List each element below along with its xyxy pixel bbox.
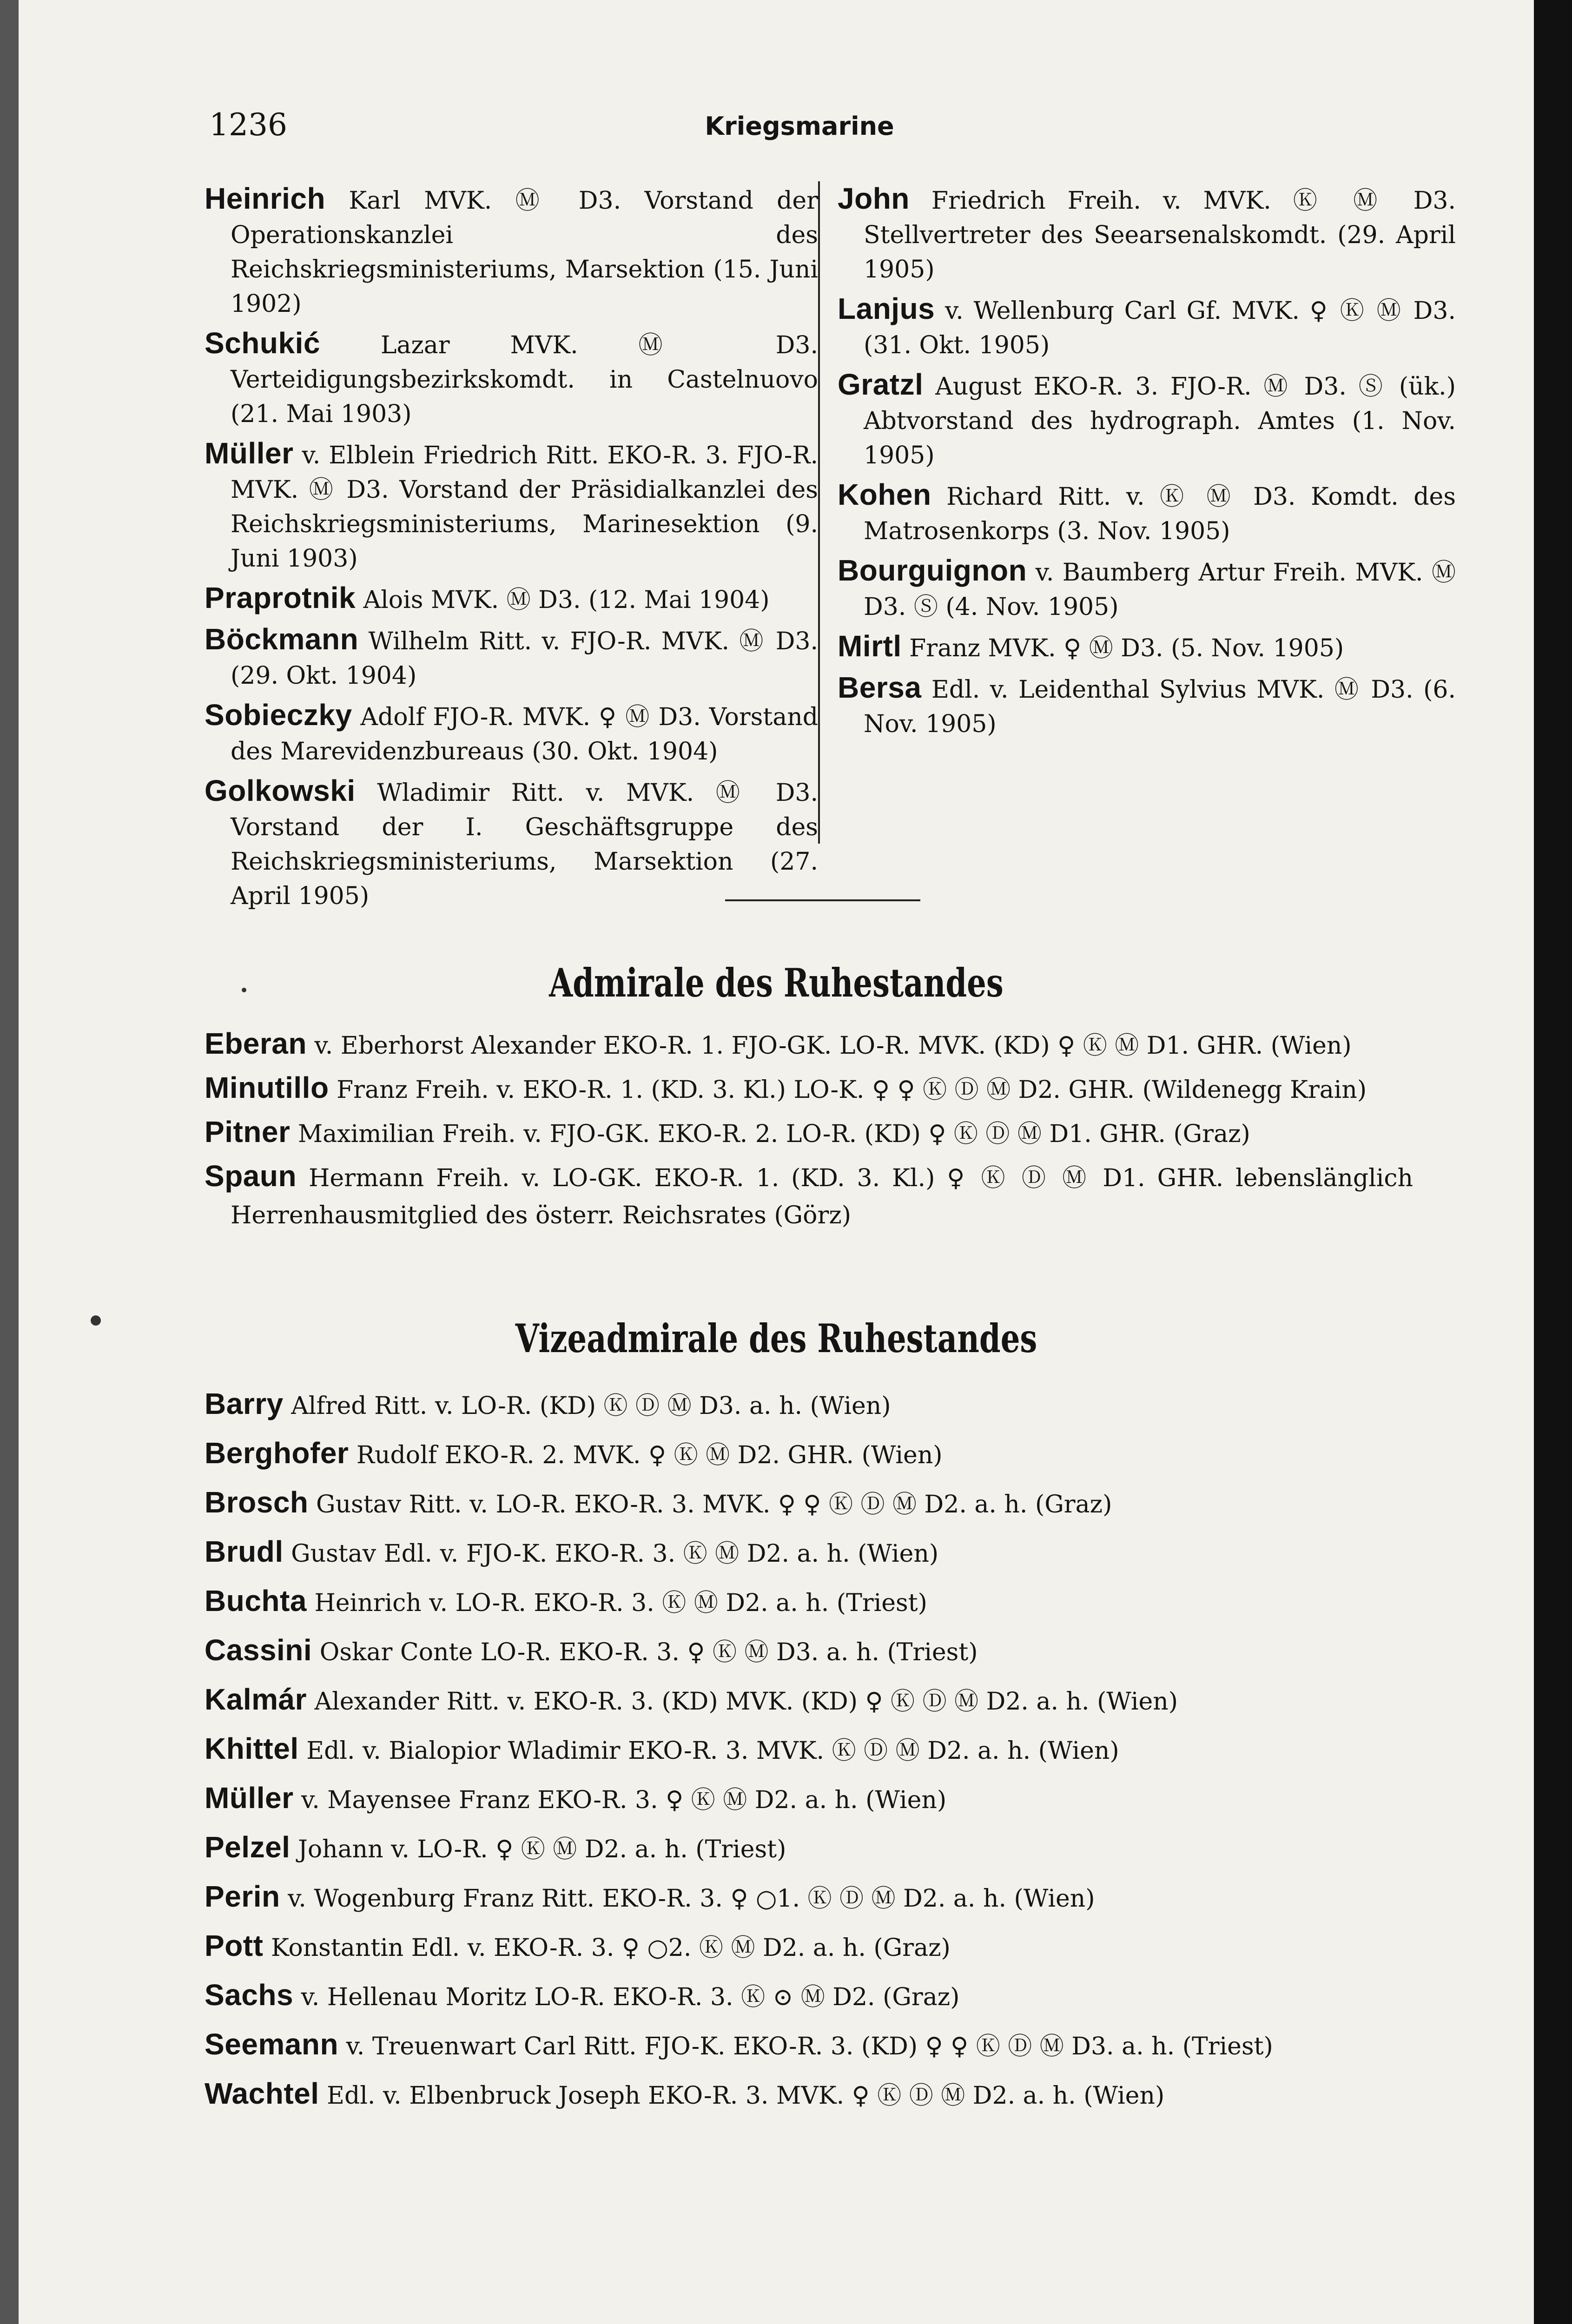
running-head: Kriegsmarine xyxy=(705,112,894,141)
list-item: Khittel Edl. v. Bialopior Wladimir EKO-R. 3. MVK. Ⓚ Ⓓ Ⓜ D2. a. h. (Wien) xyxy=(205,1732,1119,1765)
list-item: Kohen Richard Ritt. v. Ⓚ Ⓜ D3. Komdt. des Matrosenkorps (3. Nov. 1905) xyxy=(838,478,1456,545)
vice-admirals-list xyxy=(205,1383,1413,2122)
list-item: Minutillo Franz Freih. v. EKO-R. 1. (KD. 3. Kl.) LO-K. ♀ ♀ Ⓚ Ⓓ Ⓜ D2. GHR. (Wildenegg Krain) xyxy=(205,1071,1367,1104)
section-title-vice-admirals: Vizeadmirale des Ruhestandes xyxy=(515,1315,1037,1361)
list-item: Berghofer Rudolf EKO-R. 2. MVK. ♀ Ⓚ Ⓜ D2. GHR. (Wien) xyxy=(205,1436,943,1470)
page-header xyxy=(19,107,1534,149)
left-column xyxy=(205,181,818,918)
list-item: Böckmann Wilhelm Ritt. v. FJO-R. MVK. Ⓜ D3. (29. Okt. 1904) xyxy=(205,622,818,690)
list-item: Heinrich Karl MVK. Ⓜ D3. Vorstand der Operationskanzlei des Reichskriegsministeriums, Marsektion (15. Juni 1902) xyxy=(205,182,819,318)
list-item: Schukić Lazar MVK. Ⓜ D3. Verteidigungsbezirkskomdt. in Castelnuovo (21. Mai 1903) xyxy=(205,326,819,428)
list-item: Sobieczky Adolf FJO-R. MVK. ♀ Ⓜ D3. Vorstand des Marevidenzbureaus (30. Okt. 1904) xyxy=(205,698,818,766)
list-item: Pitner Maximilian Freih. v. FJO-GK. EKO-R. 2. LO-R. (KD) ♀ Ⓚ Ⓓ Ⓜ D1. GHR. (Graz) xyxy=(205,1115,1250,1149)
ink-speck xyxy=(91,1315,101,1326)
list-item: Kalmár Alexander Ritt. v. EKO-R. 3. (KD) MVK. (KD) ♀ Ⓚ Ⓓ Ⓜ D2. a. h. (Wien) xyxy=(205,1683,1178,1716)
list-item: John Friedrich Freih. v. MVK. Ⓚ Ⓜ D3. Stellvertreter des Seearsenalskomdt. (29. April 1905) xyxy=(838,182,1456,284)
list-item: Eberan v. Eberhorst Alexander EKO-R. 1. FJO-GK. LO-R. MVK. (KD) ♀ Ⓚ Ⓜ D1. GHR. (Wien) xyxy=(205,1027,1352,1060)
list-item: Müller v. Mayensee Franz EKO-R. 3. ♀ Ⓚ Ⓜ D2. a. h. (Wien) xyxy=(205,1781,947,1815)
ink-speck xyxy=(242,988,246,992)
list-item: Brudl Gustav Edl. v. FJO-K. EKO-R. 3. Ⓚ Ⓜ D2. a. h. (Wien) xyxy=(205,1535,939,1568)
list-item: Praprotnik Alois MVK. Ⓜ D3. (12. Mai 1904) xyxy=(205,581,770,614)
list-item: Barry Alfred Ritt. v. LO-R. (KD) Ⓚ Ⓓ Ⓜ D3. a. h. (Wien) xyxy=(205,1387,891,1420)
admirals-list xyxy=(205,1025,1413,1239)
right-column xyxy=(818,181,1456,844)
list-item: Spaun Hermann Freih. v. LO-GK. EKO-R. 1. (KD. 3. Kl.) ♀ Ⓚ Ⓓ Ⓜ D1. GHR. lebenslänglich Herrenhausmitglied des österr. Reichsrates (Görz) xyxy=(205,1159,1413,1229)
list-item: Pelzel Johann v. LO-R. ♀ Ⓚ Ⓜ D2. a. h. (Triest) xyxy=(205,1830,786,1864)
list-item: Müller v. Elblein Friedrich Ritt. EKO-R. 3. FJO-R. MVK. Ⓜ D3. Vorstand der Präsidialkanzlei des Reichskriegsministeriums, Marinesektion (9. Juni 1903) xyxy=(205,436,818,573)
list-item: Mirtl Franz MVK. ♀ Ⓜ D3. (5. Nov. 1905) xyxy=(838,629,1344,663)
list-item: Gratzl August EKO-R. 3. FJO-R. Ⓜ D3. Ⓢ (ük.) Abtvorstand des hydrograph. Amtes (1. Nov. 1905) xyxy=(838,368,1456,469)
list-item: Bourguignon v. Baumberg Artur Freih. MVK. Ⓜ D3. Ⓢ (4. Nov. 1905) xyxy=(838,554,1456,621)
page-number: 1236 xyxy=(209,107,287,143)
list-item: Pott Konstantin Edl. v. EKO-R. 3. ♀ ○2. Ⓚ Ⓜ D2. a. h. (Graz) xyxy=(205,1929,951,1962)
list-item: Perin v. Wogenburg Franz Ritt. EKO-R. 3. ♀ ○1. Ⓚ Ⓓ Ⓜ D2. a. h. (Wien) xyxy=(205,1880,1095,1913)
scan-left-edge xyxy=(0,0,19,2324)
section-title-admirals: Admirale des Ruhestandes xyxy=(549,960,1004,1006)
list-item: Buchta Heinrich v. LO-R. EKO-R. 3. Ⓚ Ⓜ D2. a. h. (Triest) xyxy=(205,1584,927,1618)
list-item: Wachtel Edl. v. Elbenbruck Joseph EKO-R. 3. MVK. ♀ Ⓚ Ⓓ Ⓜ D2. a. h. (Wien) xyxy=(205,2077,1165,2110)
list-item: Bersa Edl. v. Leidenthal Sylvius MVK. Ⓜ D3. (6. Nov. 1905) xyxy=(838,671,1456,738)
list-item: Cassini Oskar Conte LO-R. EKO-R. 3. ♀ Ⓚ Ⓜ D3. a. h. (Triest) xyxy=(205,1633,978,1667)
list-item: Seemann v. Treuenwart Carl Ritt. FJO-K. EKO-R. 3. (KD) ♀ ♀ Ⓚ Ⓓ Ⓜ D3. a. h. (Triest) xyxy=(205,2027,1273,2061)
list-item: Golkowski Wladimir Ritt. v. MVK. Ⓜ D3. Vorstand der I. Geschäftsgruppe des Reichskriegsministeriums, Marsektion (27. April 1905) xyxy=(205,774,819,910)
list-item: Lanjus v. Wellenburg Carl Gf. MVK. ♀ Ⓚ Ⓜ D3. (31. Okt. 1905) xyxy=(838,292,1456,359)
section-divider xyxy=(725,899,920,901)
list-item: Brosch Gustav Ritt. v. LO-R. EKO-R. 3. MVK. ♀ ♀ Ⓚ Ⓓ Ⓜ D2. a. h. (Graz) xyxy=(205,1486,1112,1519)
scan-right-edge xyxy=(1534,0,1572,2324)
list-item: Sachs v. Hellenau Moritz LO-R. EKO-R. 3. Ⓚ ⊙ Ⓜ D2. (Graz) xyxy=(205,1978,960,2012)
book-page xyxy=(19,0,1534,2324)
